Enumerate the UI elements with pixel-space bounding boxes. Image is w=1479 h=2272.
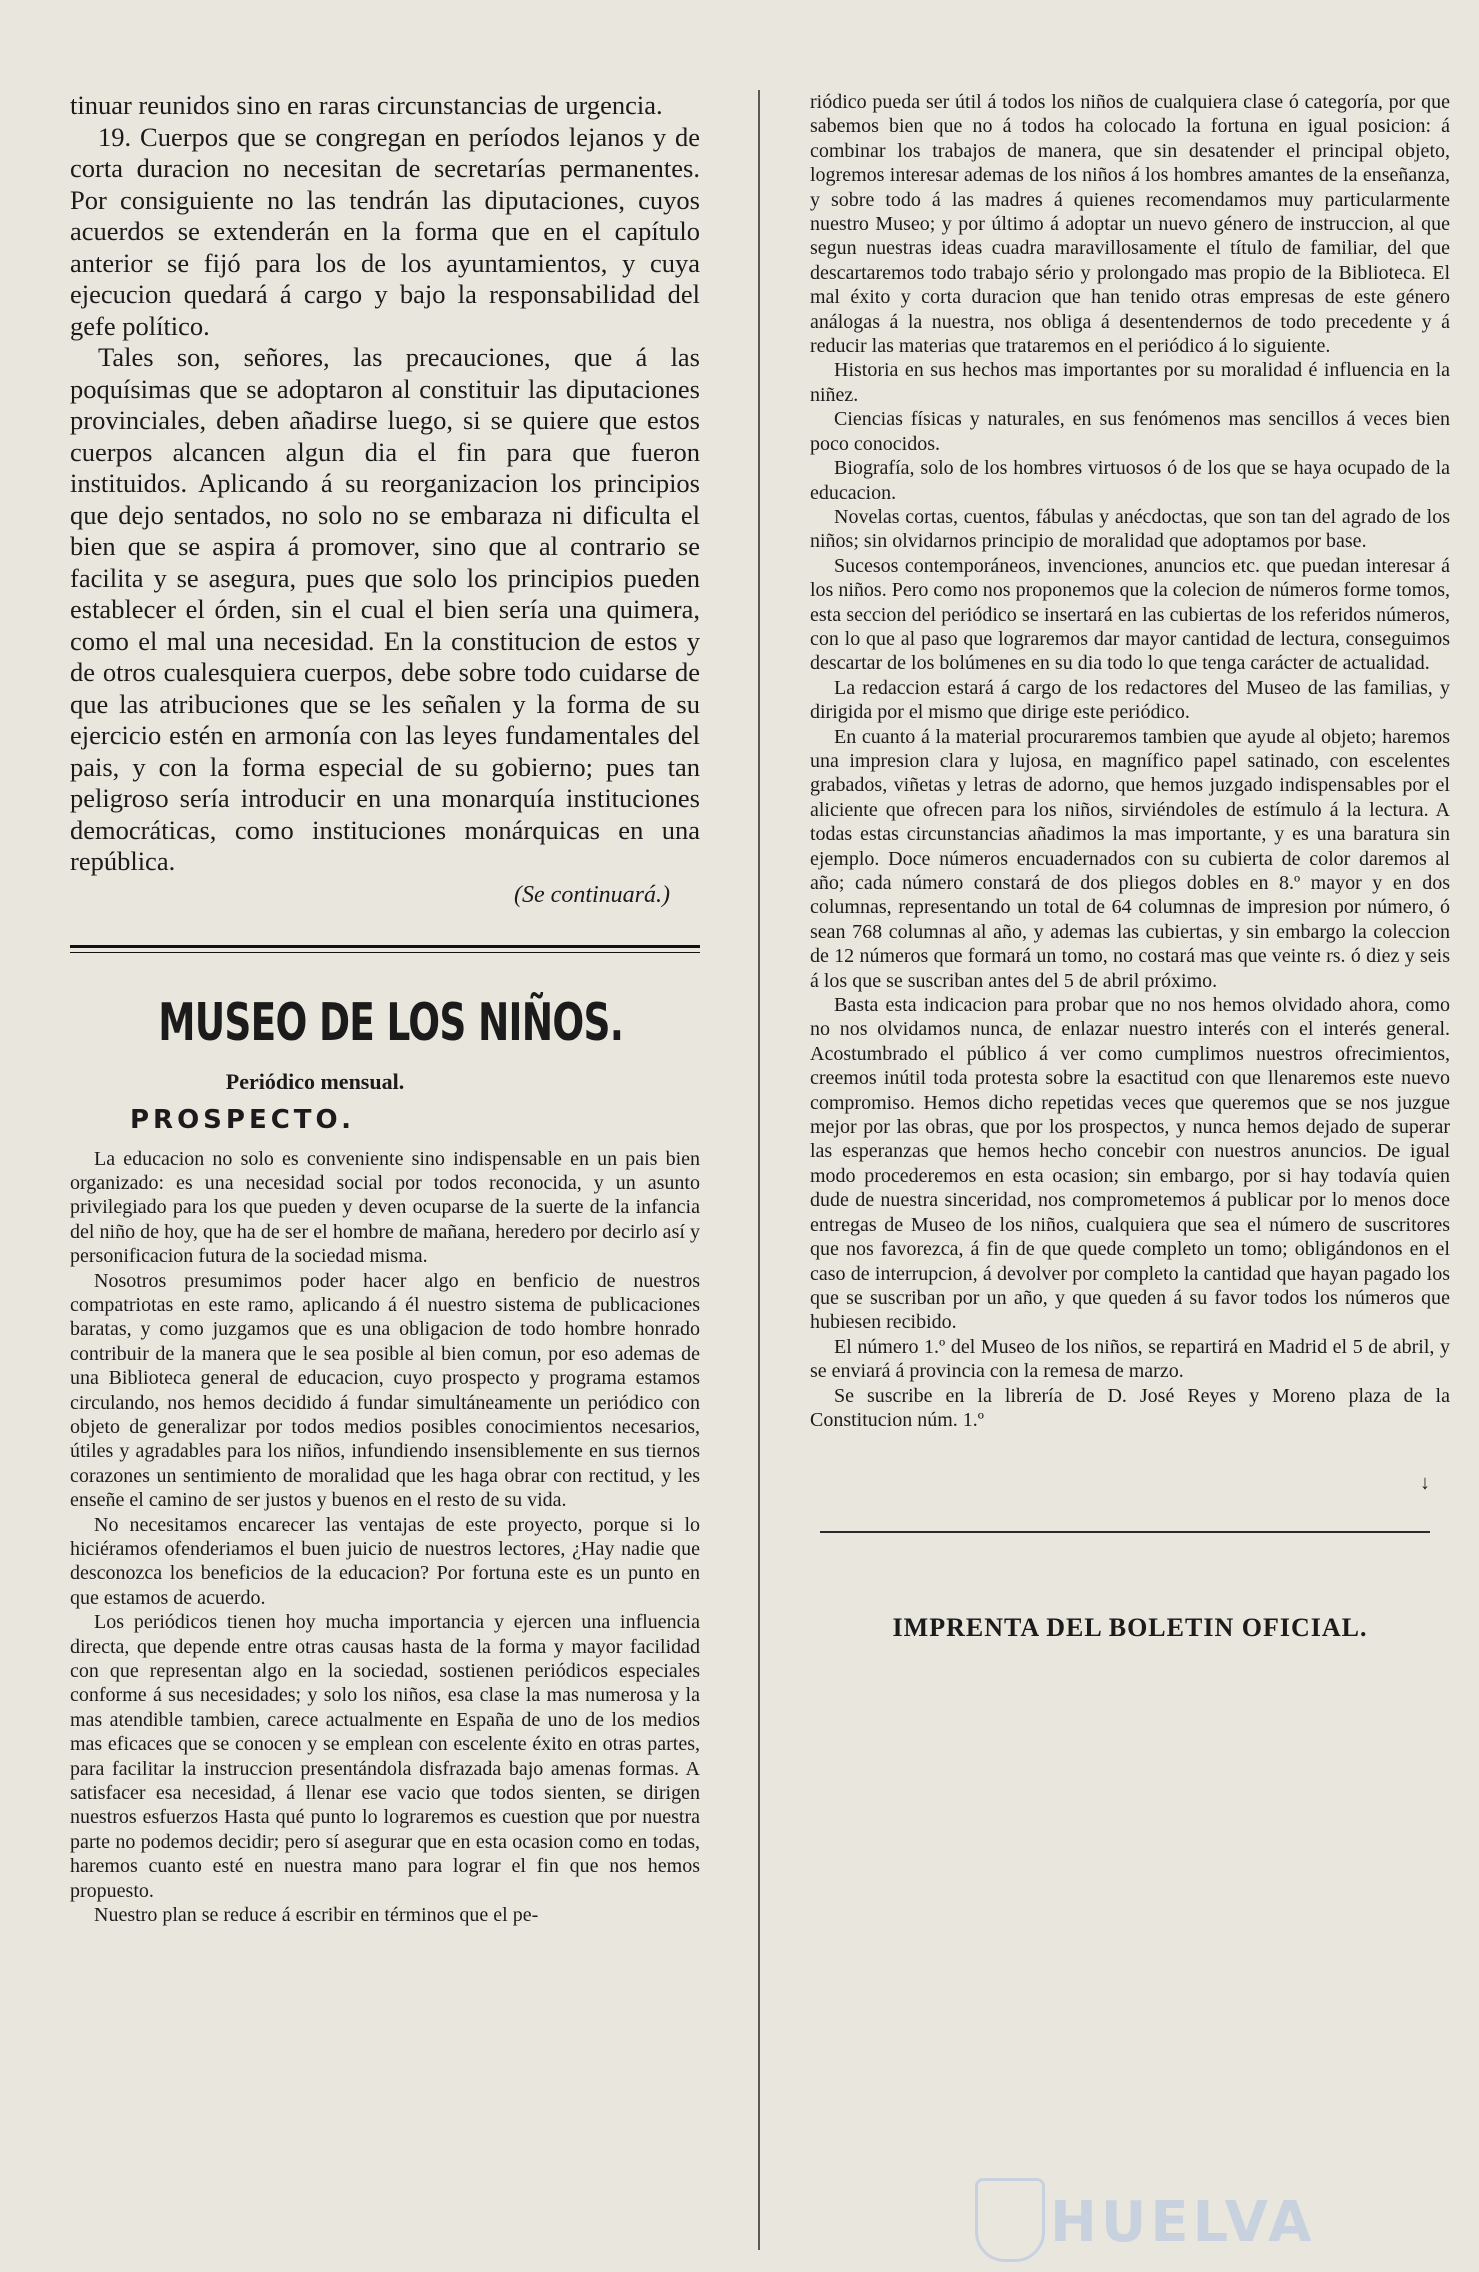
section-divider — [70, 945, 700, 953]
left-column — [70, 90, 700, 1928]
paragraph: Biografía, solo de los hombres virtuosos ó de los que se haya ocupado de la educacion. — [810, 457, 1450, 504]
masthead-subtitle: Periódico mensual. — [225, 1068, 405, 1094]
paragraph: La educacion no solo es conveniente sino indispensable en un pais bien organizado: es una necesidad social por todos reconocida, y un asunto privilegiado para los que pueden y deven ocuparse de la suerte de la infancia del niño de hoy, que ha de ser el hombre de mañana, heredero por decirlo así y personificacion futura de la sociedad misma. — [70, 1147, 700, 1268]
paragraph: Basta esta indicacion para probar que no nos hemos olvidado ahora, como no nos olvidamos nunca, de enlazar nuestro interés con el interés general. Acostumbrado el público á ver como cumplimos nuestros ofrecimientos, creemos inútil toda protesta sobre la esactitud con que llenaremos este nuevo compromiso. Hemos dicho repetidas veces que queremos que se nos juzgue mejor por las obras, que por los prospectos, y nunca hemos dejado de superar las esperanzas que hemos hecho concebir con nuestros anuncios. De igual modo procederemos en esta ocasion; sin embargo, por si hay todavía quien dude de nuestra sinceridad, nos comprometemos á publicar por lo menos doce entregas de Museo de los niños, cualquiera que sea el número de suscritores que nos favorezca, á fin de que quede completo un tomo; obligándonos en el caso de interrupcion, á devolver por completo la cantidad que hayan pagado los que se suscriban por un año, y que queden á su favor todos los números que hubiesen recibido. — [810, 994, 1450, 1334]
prospecto-heading: PROSPECTO. — [130, 1104, 355, 1135]
paragraph: Historia en sus hechos mas importantes por su moralidad é influencia en la niñez. — [810, 359, 1450, 406]
masthead-title: MUSEO DE LOS NIÑOS. — [158, 992, 624, 1053]
decorative-mark: ↓ — [1420, 1472, 1430, 1495]
footer-divider — [820, 1531, 1430, 1533]
paragraph: Nuestro plan se reduce á escribir en términos que el pe- — [94, 1904, 539, 1927]
paragraph: tinuar reunidos sino en raras circunstancias de urgencia. — [70, 90, 663, 120]
paragraph: Ciencias físicas y naturales, en sus fenómenos mas sencillos á veces bien poco conocidos. — [810, 408, 1450, 455]
article-continuation — [70, 90, 700, 909]
archive-watermark: HUELVA — [1050, 2190, 1316, 2255]
paragraph: riódico pueda ser útil á todos los niños de cualquiera clase ó categoría, por que sabemos bien que no á todos ha colocado la fortuna en igual posicion: á combinar los trabajos de manera, que sin desatender el principal objeto, logremos interesar ademas de los niños á los hombres amantes de la enseñanza, y sobre todo á las madres á quienes recomendamos muy particularmente nuestro Museo; y por último á adoptar un nuevo género de instruccion, al que segun nuestras ideas cuadra maravillosamente el título de familiar, del que descartaremos todo trabajo sério y prolongado mas propio de la Biblioteca. El mal éxito y corta duracion que han tenido otras empresas de este género análogas á la nuestra, nos obliga á desentendernos de todo precedente y á reducir las materias que trataremos en el periódico á lo siguiente. — [810, 91, 1450, 358]
paragraph: Los periódicos tienen hoy mucha importancia y ejercen una influencia directa, que depende entre otras causas hasta de la forma y mayor facilidad con que representan algo en la sociedad, sostienen periódicos especiales conforme á sus necesidades; y solo los niños, esa clase la mas numerosa y la mas atendible tambien, carece actualmente en España de uno de los medios mas eficaces que se conocen y se emplean con escelente éxito en otras partes, para facilitar la instruccion presentándola disfrazada bajo amenas formas. A satisfacer esa necesidad, á llenar ese vacio que todos sienten, se dirigen nuestros esfuerzos Hasta qué punto lo lograremos es cuestion que por nuestra parte no podemos decidir; pero sí asegurar que en esta ocasion como en todas, haremos cuanto esté en nuestra mano para lograr el fin que nos hemos propuesto. — [70, 1611, 700, 1902]
column-divider — [758, 90, 760, 2250]
archive-seal-icon — [975, 2178, 1045, 2262]
paragraph: El número 1.º del Museo de los niños, se repartirá en Madrid el 5 de abril, y se enviará á provincia con la remesa de marzo. — [810, 1335, 1450, 1383]
paragraph: No necesitamos encarecer las ventajas de este proyecto, porque si lo hiciéramos ofenderiamos el buen juicio de nuestros lectores, ¿Hay nadie que desconozca los beneficios de la educacion? Por fortuna este es un punto en que estamos de acuerdo. — [70, 1513, 700, 1609]
paragraph: Se suscribe en la librería de D. José Reyes y Moreno plaza de la Constitucion núm. 1.º — [810, 1384, 1450, 1431]
paragraph: La redaccion estará á cargo de los redactores del Museo de las familias, y dirigida por el mismo que dirige este periódico. — [810, 676, 1450, 724]
paragraph: Sucesos contemporáneos, invenciones, anuncios etc. que puedan interesar á los niños. Pero como nos proponemos que la colecion de números forme tomos, esta seccion del periódico se insertará en las cubiertas de los referidos números, con lo que al paso que lograremos dar mayor cantidad de lectura, conseguimos descartar de los bolúmenes en su dia todo lo que tenga carácter de actualidad. — [810, 554, 1450, 675]
prospecto-body — [70, 1147, 700, 1928]
printer-imprint: IMPRENTA DEL BOLETIN OFICIAL. — [892, 1613, 1368, 1643]
paragraph: 19. Cuerpos que se congregan en períodos lejanos y de corta duracion no necesitan de secretarías permanentes. Por consiguiente no las tendrán las diputaciones, cuyos acuerdos se extenderán en la forma que en el capítulo anterior se fijó para los de los ayuntamientos, y cuya ejecucion quedará á cargo y bajo la responsabilidad del gefe político. — [70, 121, 700, 341]
right-column — [810, 90, 1450, 1643]
paragraph: Novelas cortas, cuentos, fábulas y anécdoctas, que son tan del agrado de los niños; sin olvidarnos principio de moralidad que adoptamos por base. — [810, 505, 1450, 553]
prospecto-continuation — [810, 90, 1450, 1432]
paragraph: En cuanto á la material procuraremos tambien que ayude al objeto; haremos una impresion clara y lujosa, en magnífico papel satinado, con escelentes grabados, viñetas y letras de adorno, que hemos juzgado indispensables por el aliciente que ofrecen para los niños, sirviéndoles de estímulo á la lectura. A todas estas circunstancias añadimos la mas importante, y es una baratura sin ejemplo. Doce números encuadernados con su cubierta de color daremos al año; cada número constará de dos pliegos dobles en 8.º mayor y en dos columnas, representando un total de 64 columnas de impresion por número, ó sean 768 columnas al año, y ademas las cubiertas, y sin embargo la coleccion de 12 números que formará un tomo, no costará mas que veinte rs. ó diez y seis á los que se suscriban antes del 5 de abril próximo. — [810, 725, 1450, 992]
paragraph: Tales son, señores, las precauciones, que á las poquísimas que se adoptaron al constituir las diputaciones provinciales, deben añadirse luego, si se quiere que estos cuerpos alcancen algun dia el fin para que fueron instituidos. Aplicando á su reorganizacion los principios que dejo sentados, no solo no se embaraza ni dificulta el bien que se aspira á promover, sino que al contrario se facilita y se asegura, pues que solo los principios pueden establecer el órden, sin el cual el bien sería una quimera, como el mal una necesidad. En la constitucion de estos y de otros cualesquiera cuerpos, debe sobre todo cuidarse de que las atribuciones que se les señalen y la forma de su ejercicio estén en armonía con las leyes fundamentales del pais, y con la forma especial de su gobierno; pues tan peligroso sería introducir en una monarquía instituciones democráticas, como instituciones monárquicas en una república. — [70, 342, 700, 876]
to-be-continued: (Se continuará.) — [514, 881, 670, 908]
paragraph: Nosotros presumimos poder hacer algo en benficio de nuestros compatriotas en este ramo, aplicando á él nuestro sistema de publicaciones baratas, y como juzgamos que es una obligacion de todo hombre honrado contribuir de la manera que le sea posible al bien comun, por eso ademas de una Biblioteca general de educacion, cuyo prospecto y programa estamos circulando, nos hemos decidido á fundar simultáneamente un periódico con objeto de generalizar por todos medios posibles conocimientos necesarios, útiles y agradables para los niños, infundiendo insensiblemente en sus tiernos corazones un sentimiento de moralidad que les haga obrar con rectitud, y les enseñe el camino de ser justos y buenos en el resto de su vida. — [70, 1269, 700, 1512]
